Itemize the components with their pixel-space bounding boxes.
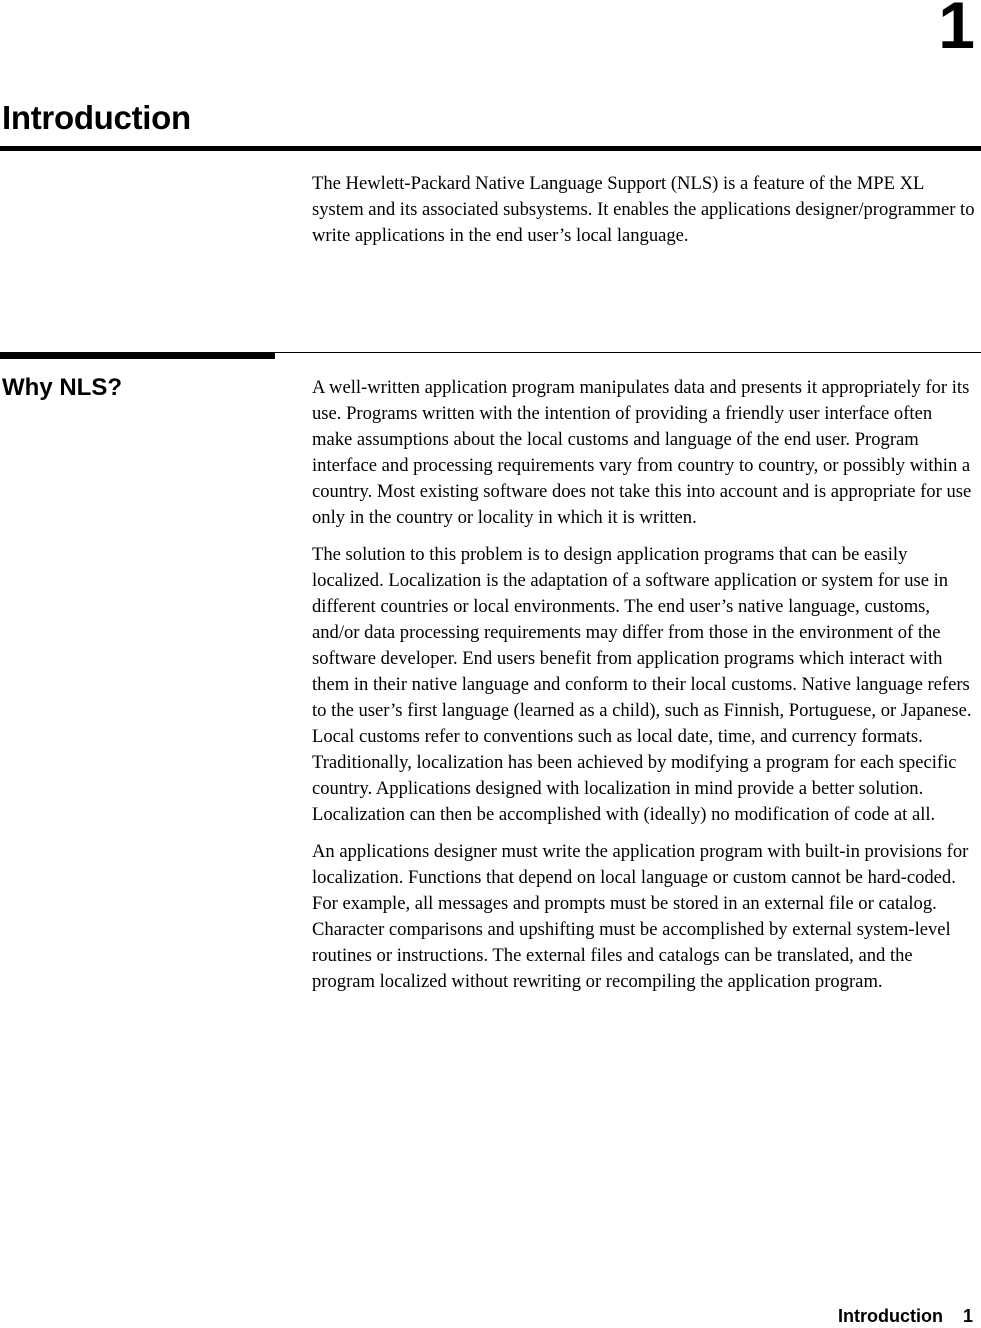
section-heading: Why NLS? (2, 374, 122, 401)
section-paragraph: An applications designer must write the application program with built-in provisions for localization. Functions that depend on local language or custom cannot be hard-coded. For example, all messages and prompts must be stored in an external file or catalog. Character comparisons and upshifting must be accomplished by external system-level routines or instructions. The external files and catalogs can be translated, and the program localized without rewriting or recompiling the application program. (312, 841, 969, 992)
section-paragraph: A well-written application program manipulates data and presents it appropriately for its use. Programs written with the intention of providing a friendly user interface often make assumptions about the local customs and language of the end user. Program interface and processing requirements vary from country to country, or possibly within a country. Most existing software does not take this into account and is appropriate for use only in the country or locality in which it is written. (312, 377, 972, 528)
footer-label: Introduction (838, 1306, 943, 1326)
chapter-divider (0, 146, 981, 151)
chapter-number: 1 (938, 0, 975, 62)
page-footer (838, 1306, 973, 1328)
section-body (312, 375, 976, 1007)
section-divider-thick (0, 352, 275, 359)
section-divider-thin (275, 352, 981, 353)
page-number: 1 (962, 1306, 973, 1326)
intro-paragraph: The Hewlett-Packard Native Language Support (NLS) is a feature of the MPE XL system and its associated subsystems. It enables the applications designer/programmer to write applications in the end user’s local language. (312, 173, 975, 246)
section-paragraph: The solution to this problem is to design application programs that can be easily localized. Localization is the adaptation of a software application or system for use in different countries or local environments. The end user’s native language, customs, and/or data processing requirements may differ from those in the environment of the software developer. End users benefit from application programs which interact with them in their native language and conform to their local customs. Native language refers to the user’s first language (learned as a child), such as Finnish, Portuguese, or Japanese. Local customs refer to conventions such as local date, time, and currency formats. Traditionally, localization has been achieved by modifying a program for each specific country. Applications designed with localization in mind provide a better solution. Localization can then be accomplished with (ideally) no modification of code at all. (312, 544, 972, 825)
chapter-title: Introduction (2, 99, 191, 136)
